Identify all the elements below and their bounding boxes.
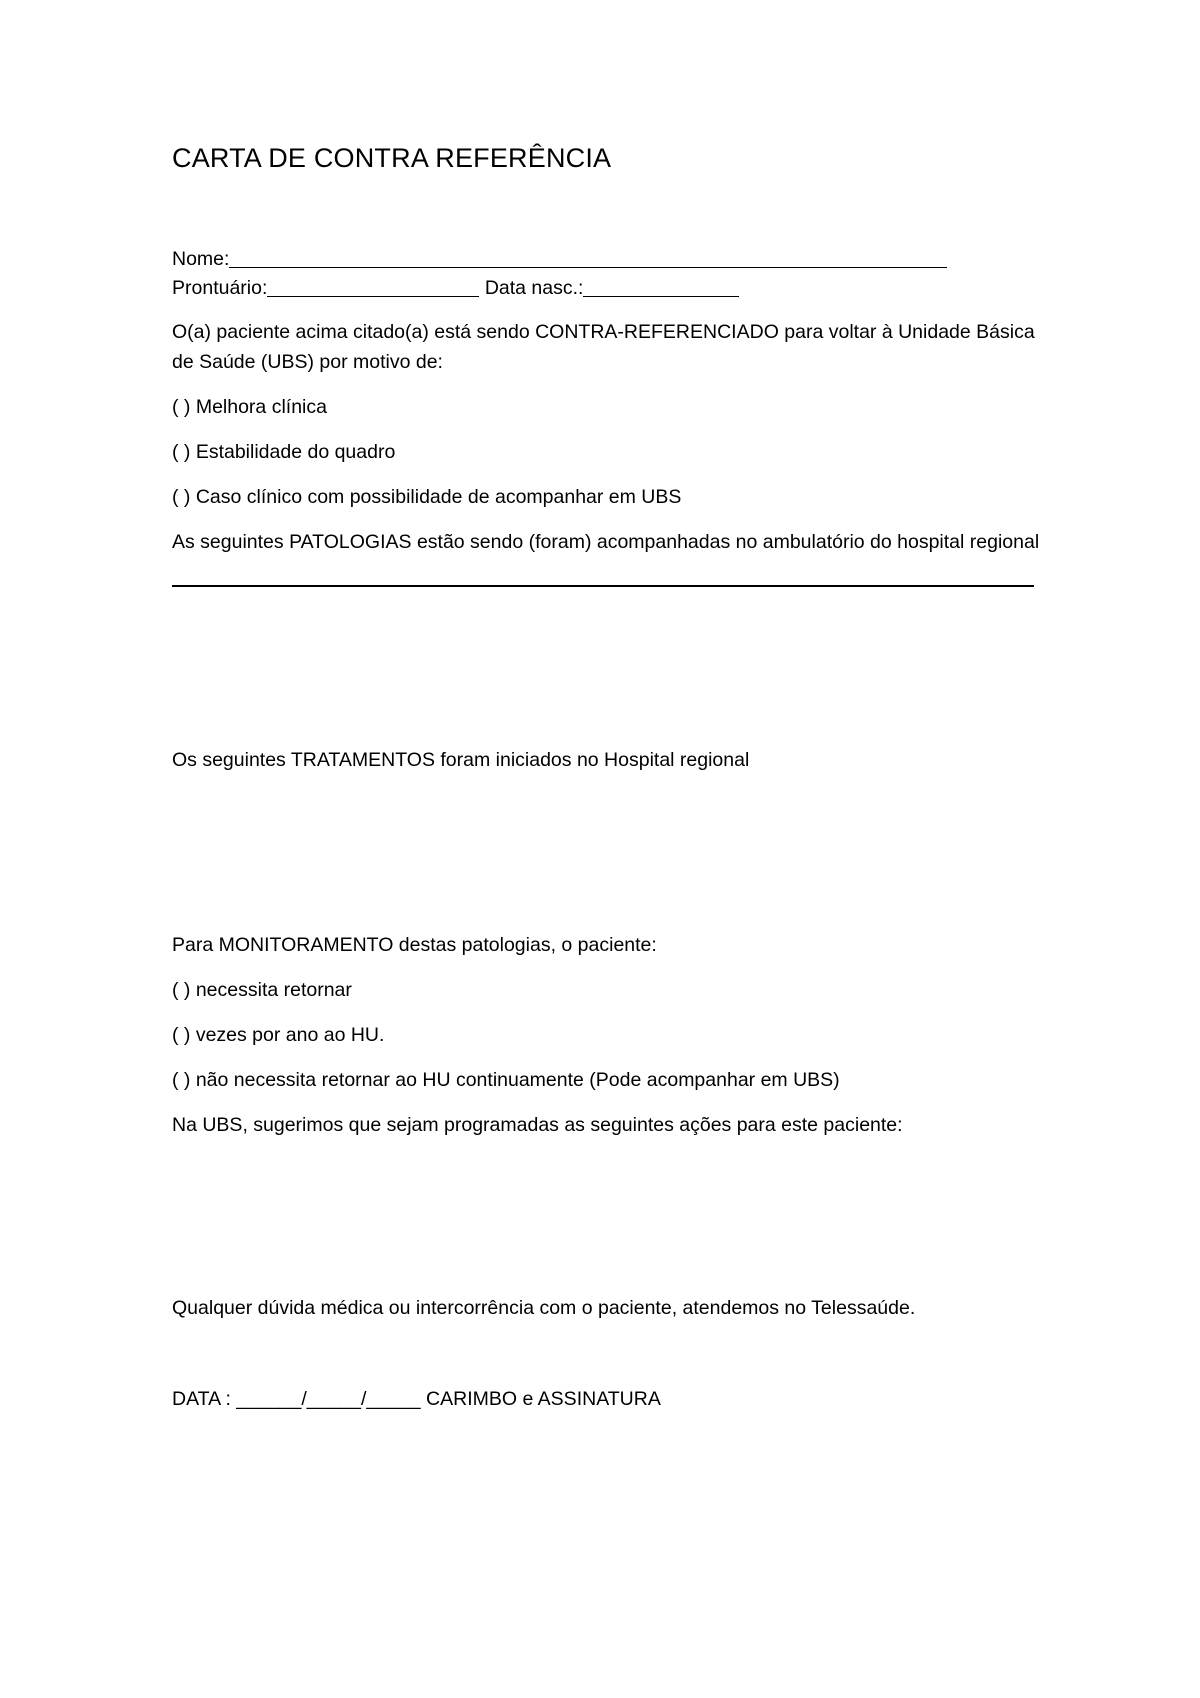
nome-blank-line — [229, 248, 947, 268]
reason-item: ( ) Caso clínico com possibilidade de acompanhar em UBS — [172, 486, 682, 508]
date-signature-line: DATA : ______/_____/_____ CARIMBO e ASSINATURA — [172, 1388, 661, 1410]
data-nasc-blank-line — [583, 277, 739, 297]
reason-item: ( ) Estabilidade do quadro — [172, 441, 396, 463]
nome-field-row — [172, 244, 947, 274]
monitoramento-option: ( ) não necessita retornar ao HU continuamente (Pode acompanhar em UBS) — [172, 1069, 840, 1091]
nome-label: Nome: — [172, 248, 230, 270]
tratamentos-paragraph: Os seguintes TRATAMENTOS foram iniciados no Hospital regional — [172, 749, 750, 771]
data-nasc-label: Data nasc.: — [484, 277, 584, 299]
patologias-underline — [172, 585, 1034, 587]
monitoramento-option: ( ) vezes por ano ao HU. — [172, 1024, 385, 1046]
telessaude-paragraph: Qualquer dúvida médica ou intercorrência com o paciente, atendemos no Telessaúde. — [172, 1297, 916, 1319]
monitoramento-heading: Para MONITORAMENTO destas patologias, o paciente: — [172, 934, 657, 956]
prontuario-field-row — [172, 273, 739, 303]
document-title: CARTA DE CONTRA REFERÊNCIA — [172, 143, 612, 173]
monitoramento-option: ( ) necessita retornar — [172, 979, 352, 1001]
prontuario-blank-line — [267, 277, 479, 297]
patologias-paragraph: As seguintes PATOLOGIAS estão sendo (foram) acompanhadas no ambulatório do hospital regional — [172, 531, 1040, 553]
ubs-actions-paragraph: Na UBS, sugerimos que sejam programadas as seguintes ações para este paciente: — [172, 1114, 903, 1136]
reason-item: ( ) Melhora clínica — [172, 396, 327, 418]
prontuario-label: Prontuário: — [172, 277, 268, 299]
intro-paragraph: O(a) paciente acima citado(a) está sendo CONTRA-REFERENCIADO para voltar à Unidade Básica de Saúde (UBS) por motivo de: — [172, 321, 1035, 373]
